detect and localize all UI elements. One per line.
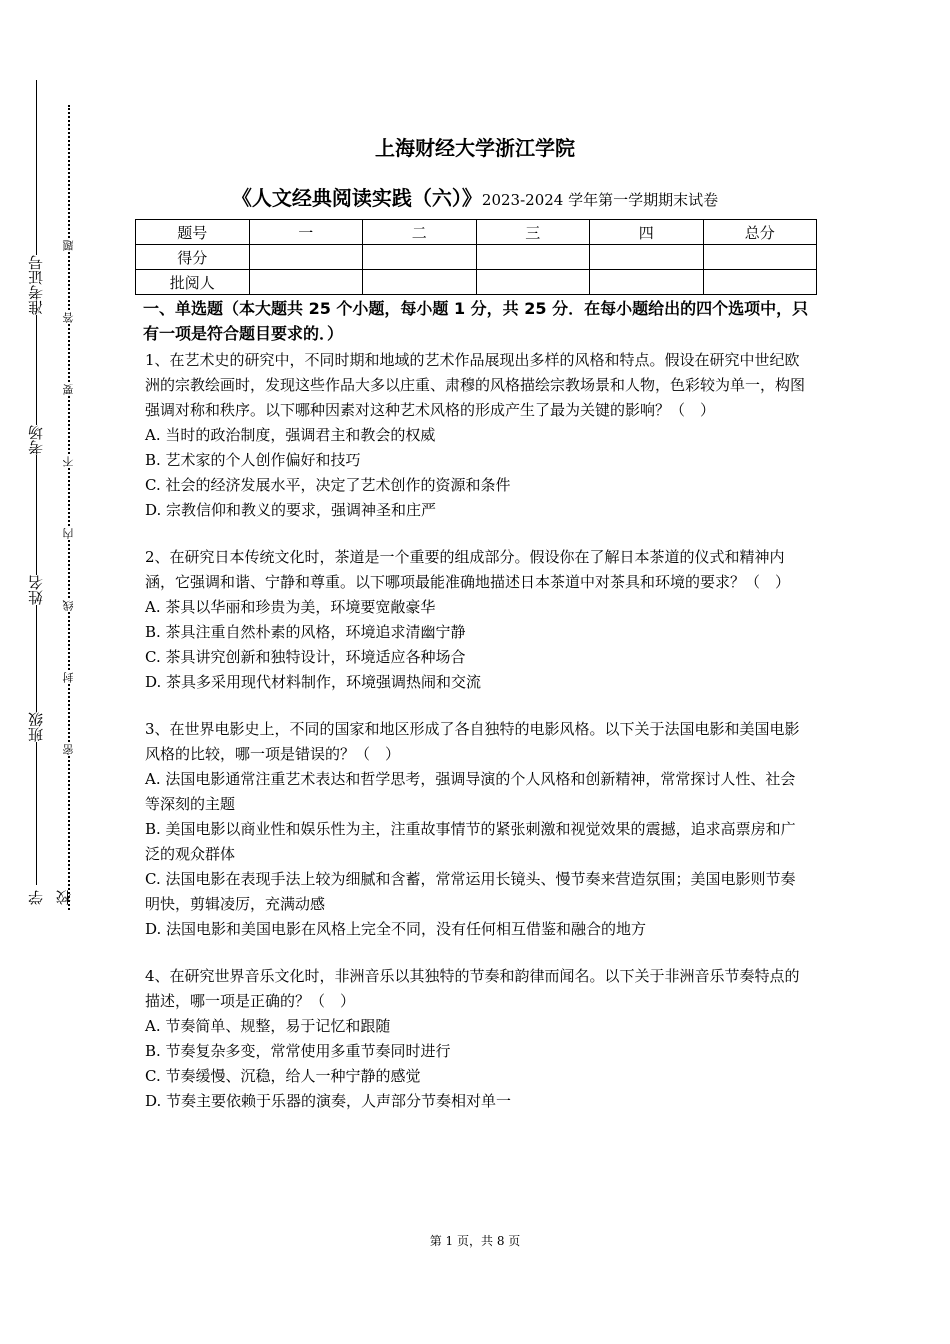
reviewer-cell [590, 270, 704, 295]
field-label-exam-number: 准考证号 [22, 255, 50, 315]
seal-char: 不 [60, 456, 78, 467]
reviewer-cell [249, 270, 363, 295]
exam-title [0, 182, 950, 211]
score-table-header-cell: 总分 [703, 220, 817, 245]
field-label-name: 姓名 [22, 575, 50, 605]
score-table-header-cell: 二 [363, 220, 477, 245]
field-label-class: 班级 [22, 712, 50, 742]
question-stem: 1、在艺术史的研究中，不同时期和地域的艺术作品展现出多样的风格和特点。假设在研究中世纪欧洲的宗教绘画时，发现这些作品大多以庄重、肃穆的风格描绘宗教场景和人物，色彩较为单一，构图强调对称和秩序。以下哪种因素对这种艺术风格的形成产生了最为关键的影响？（ ） [145, 351, 806, 419]
question-3 [145, 717, 810, 942]
page-footer: 第 1 页，共 8 页 [429, 1234, 521, 1248]
question-1 [145, 348, 810, 523]
score-cell [703, 245, 817, 270]
score-table-header-row [136, 220, 817, 245]
option-b: B. 茶具注重自然朴素的风格，环境追求清幽宁静 [145, 623, 466, 641]
exam-content [145, 296, 810, 1136]
reviewer-cell [476, 270, 590, 295]
score-table-header-cell: 三 [476, 220, 590, 245]
option-a: A. 法国电影通常注重艺术表达和哲学思考，强调导演的个人风格和创新精神，常常探讨人性、社会等深刻的主题 [145, 770, 796, 813]
seal-char: 线 [60, 600, 78, 611]
option-b: B. 节奏复杂多变，常常使用多重节奏同时进行 [145, 1042, 451, 1060]
score-table-row [136, 270, 817, 295]
seal-char: 密 [60, 744, 78, 755]
option-a: A. 当时的政治制度，强调君主和教会的权威 [145, 426, 436, 444]
section-heading: 一、单选题（本大题共 25 个小题，每小题 1 分，共 25 分．在每小题给出的四个选项中，只有一项是符合题目要求的．） [143, 299, 809, 343]
score-cell [590, 245, 704, 270]
seal-char: 内 [60, 528, 78, 539]
course-title: 《人文经典阅读实践（六）》 [231, 186, 482, 210]
question-stem: 4、在研究世界音乐文化时，非洲音乐以其独特的节奏和韵律而闻名。以下关于非洲音乐节奏特点的描述，哪一项是正确的？（ ） [145, 967, 800, 1010]
option-a: A. 节奏简单、规整，易于记忆和跟随 [145, 1017, 391, 1035]
field-label-school: 学校 [22, 885, 50, 910]
seal-char: 要 [60, 384, 78, 395]
field-label-exam-room: 考场 [22, 425, 50, 455]
seal-char: 封 [60, 672, 78, 683]
term-title: 2023-2024 学年第一学期期末试卷 [481, 191, 719, 209]
score-table-header-cell: 一 [249, 220, 363, 245]
seal-char: 题 [60, 240, 78, 251]
option-c: C. 节奏缓慢、沉稳，给人一种宁静的感觉 [145, 1067, 421, 1085]
score-cell [363, 245, 477, 270]
score-table-header-cell: 题号 [136, 220, 250, 245]
score-cell [249, 245, 363, 270]
score-table-row [136, 245, 817, 270]
score-cell [476, 245, 590, 270]
option-d: D. 宗教信仰和教义的要求，强调神圣和庄严 [145, 501, 437, 519]
question-2 [145, 545, 810, 695]
option-b: B. 艺术家的个人创作偏好和技巧 [145, 451, 361, 469]
reviewer-cell [703, 270, 817, 295]
option-a: A. 茶具以华丽和珍贵为美，环境要宽敞豪华 [145, 598, 436, 616]
option-c: C. 茶具讲究创新和独特设计，环境适应各种场合 [145, 648, 466, 666]
reviewer-cell [363, 270, 477, 295]
question-stem: 3、在世界电影史上，不同的国家和地区形成了各自独特的电影风格。以下关于法国电影和美国电影风格的比较，哪一项是错误的？（ ） [145, 720, 800, 763]
question-4 [145, 964, 810, 1114]
option-b: B. 美国电影以商业性和娱乐性为主，注重故事情节的紧张刺激和视觉效果的震撼，追求高票房和广泛的观众群体 [145, 820, 796, 863]
option-d: D. 节奏主要依赖于乐器的演奏，人声部分节奏相对单一 [145, 1092, 512, 1110]
option-c: C. 社会的经济发展水平，决定了艺术创作的资源和条件 [145, 476, 511, 494]
score-table-header-cell: 四 [590, 220, 704, 245]
score-table-row-label: 批阅人 [136, 270, 250, 295]
seal-char: 答 [60, 312, 78, 323]
binding-dotted-line [68, 105, 70, 910]
score-table [135, 219, 817, 295]
option-d: D. 茶具多采用现代材料制作，环境强调热闹和交流 [145, 673, 482, 691]
question-stem: 2、在研究日本传统文化时，茶道是一个重要的组成部分。假设你在了解日本茶道的仪式和精神内涵，它强调和谐、宁静和尊重。以下哪项最能准确地描述日本茶道中对茶具和环境的要求？（ ） [145, 548, 791, 591]
option-d: D. 法国电影和美国电影在风格上完全不同，没有任何相互借鉴和融合的地方 [145, 920, 647, 938]
option-c: C. 法国电影在表现手法上较为细腻和含蓄，常常运用长镜头、慢节奏来营造氛围；美国电影则节奏明快，剪辑凌厉，充满动感 [145, 870, 796, 913]
university-title: 上海财经大学浙江学院 [375, 136, 575, 160]
score-table-row-label: 得分 [136, 245, 250, 270]
